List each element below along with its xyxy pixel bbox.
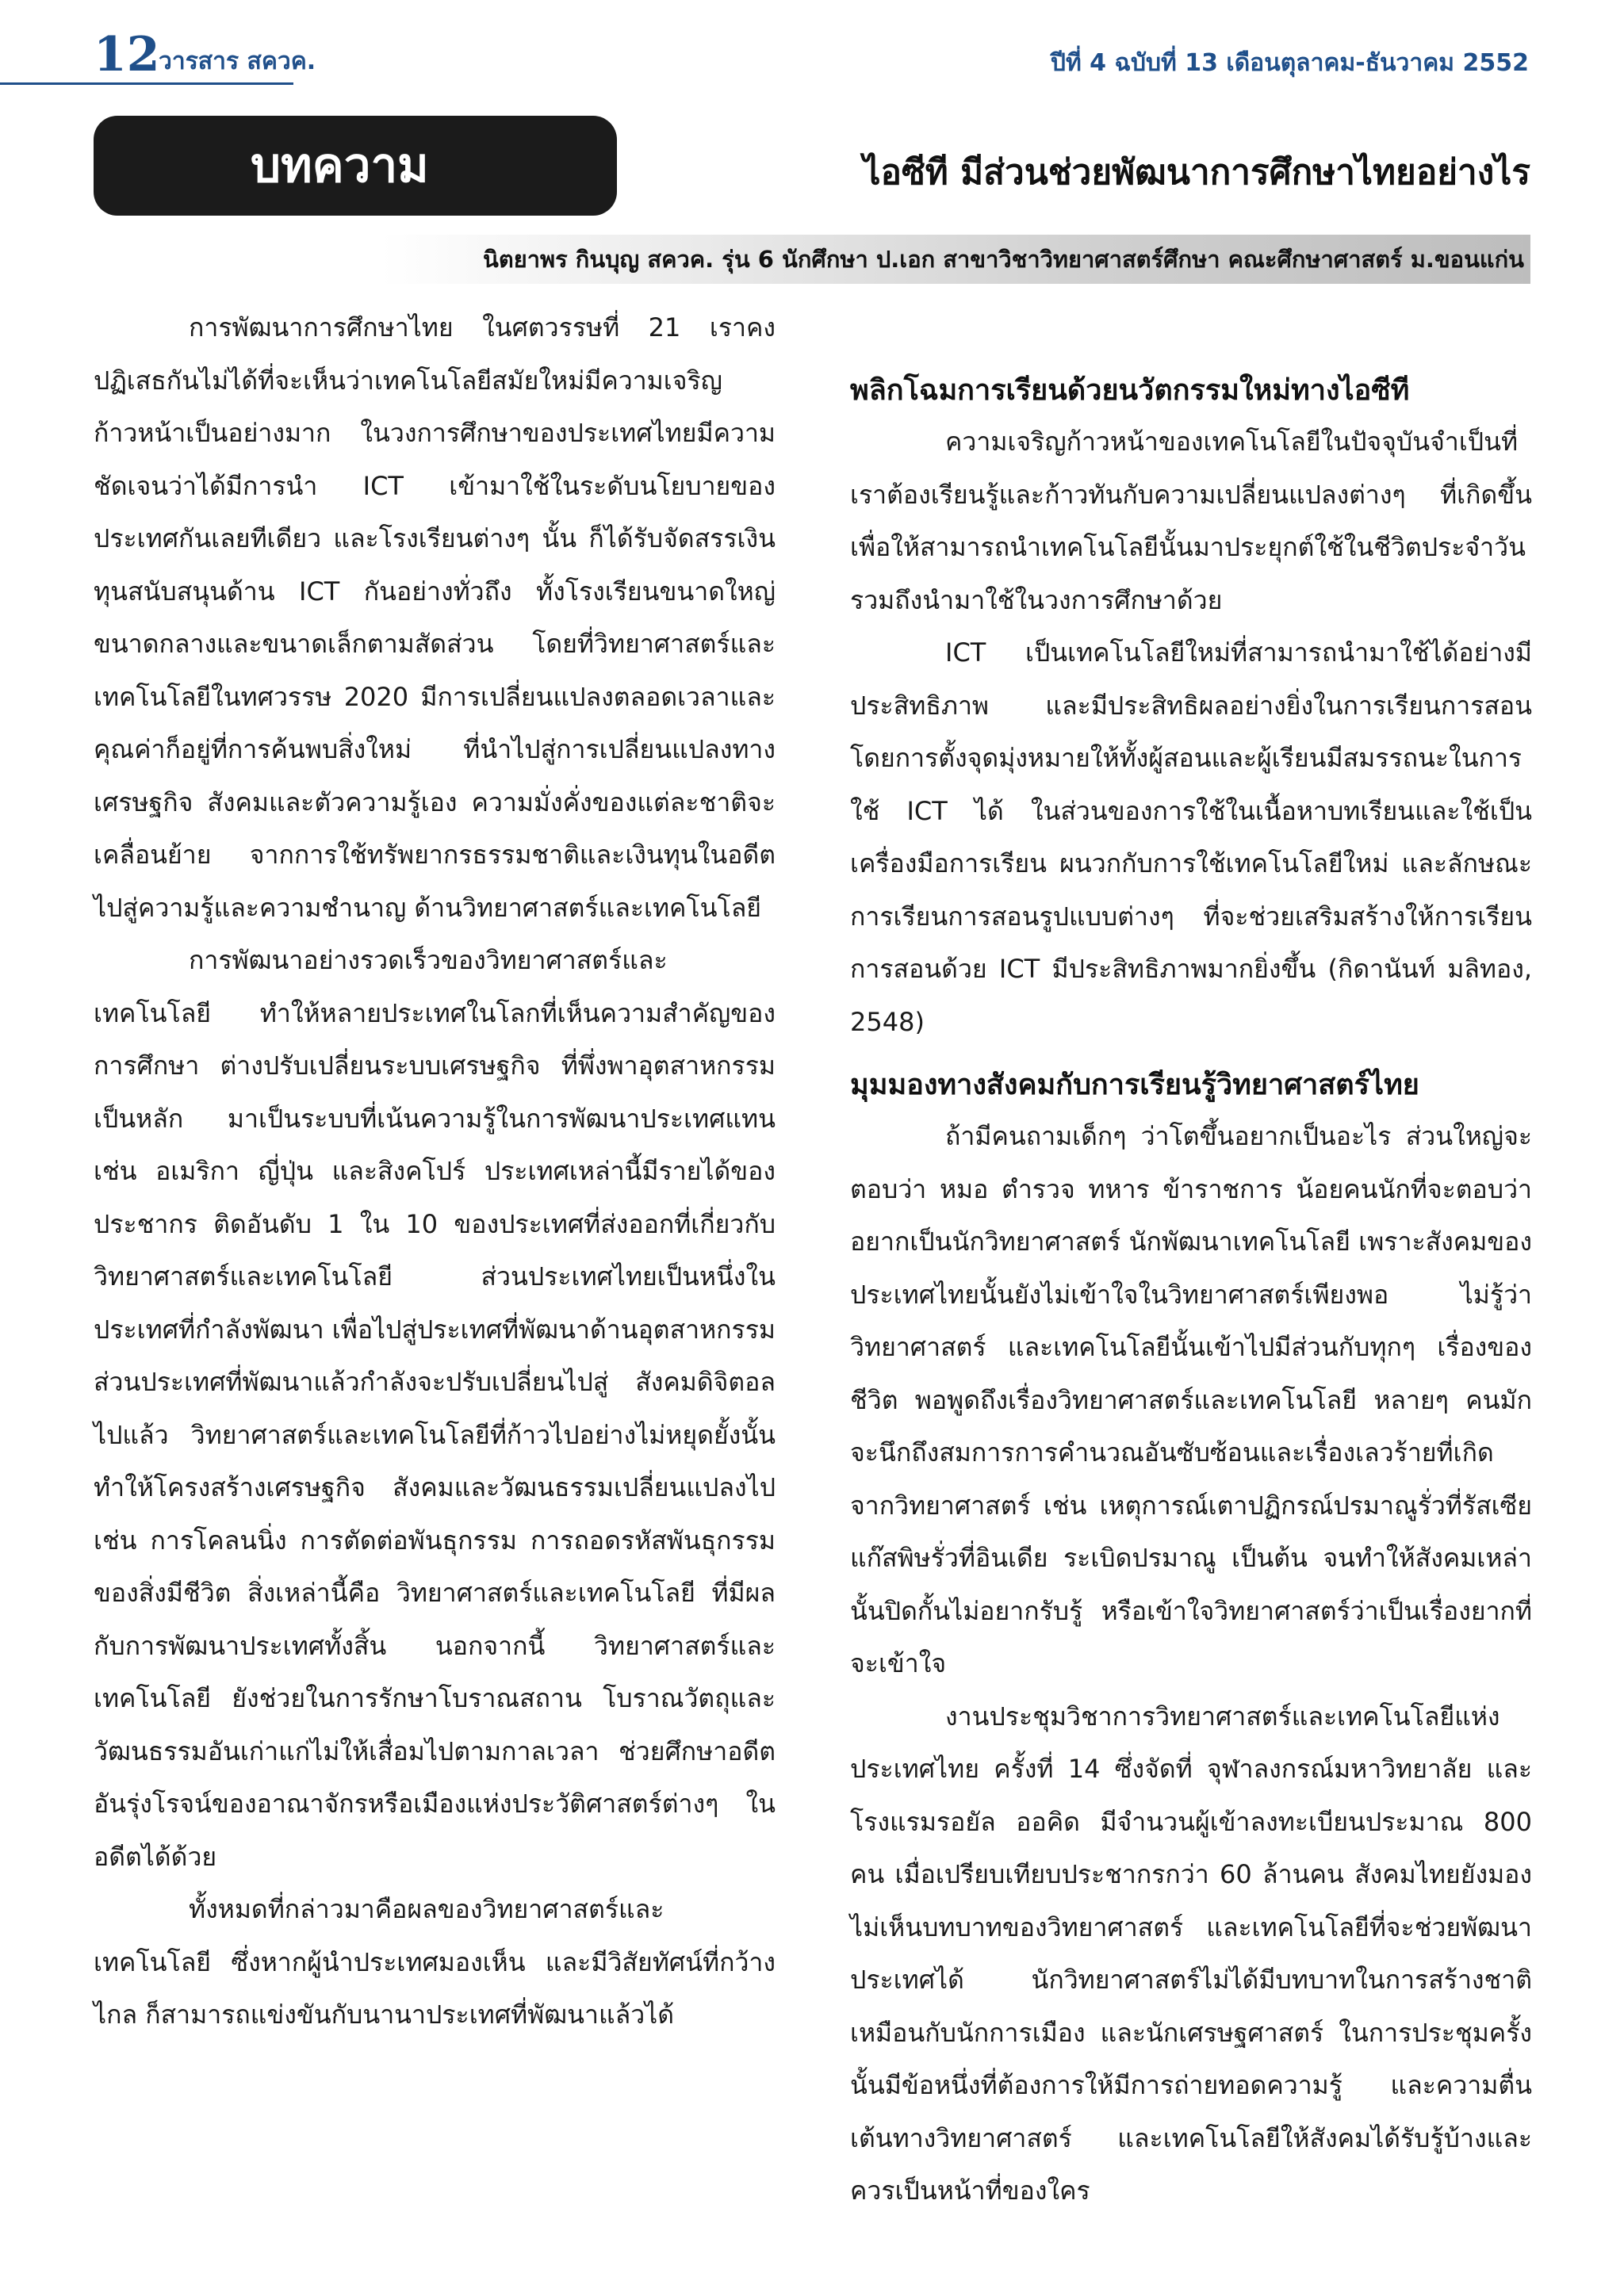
section-label: บทความ <box>94 116 617 216</box>
body-paragraph: ทั้งหมดที่กล่าวมาคือผลของวิทยาศาสตร์และเทคโนโลยี ซึ่งหากผู้นำประเทศมองเห็น และมีวิสัยทัศน์ที่กว้างไกล ก็สามารถแข่งขันกับนานาประเทศที่พัฒนาแล้วได้ <box>94 1894 776 2030</box>
author-byline: นิตยาพร กินบุญ สควค. รุ่น 6 นักศึกษา ป.เอก สาขาวิชาวิทยาศาสตร์ศึกษา คณะศึกษาศาสตร์ ม.ขอนแก่น <box>483 246 1524 273</box>
left-column <box>94 301 776 2042</box>
header-rule <box>0 82 293 85</box>
right-column <box>850 366 1532 2218</box>
article-title: ไอซีที มีส่วนช่วยพัฒนาการศึกษาไทยอย่างไร <box>863 152 1530 193</box>
issue-info: ปีที่ 4 ฉบับที่ 13 เดือนตุลาคม-ธันวาคม 2552 <box>1050 49 1529 77</box>
section-heading: มุมมองทางสังคมกับการเรียนรู้วิทยาศาสตร์ไทย <box>850 1069 1419 1101</box>
body-paragraph: การพัฒนาการศึกษาไทย ในศตวรรษที่ 21 เราคงปฏิเสธกันไม่ได้ที่จะเห็นว่าเทคโนโลยีสมัยใหม่มีความเจริญก้าวหน้าเป็นอย่างมาก ในวงการศึกษาของประเทศไทยมีความชัดเจนว่าได้มีการนำ ICT เข้ามาใช้ในระดับนโยบายของประเทศกันเลยทีเดียว และโรงเรียนต่างๆ นั้น ก็ได้รับจัดสรรเงินทุนสนับสนุนด้าน ICT กันอย่างทั่วถึง ทั้งโรงเรียนขนาดใหญ่ขนาดกลางและขนาดเล็กตามสัดส่วน โดยที่วิทยาศาสตร์และเทคโนโลยีในทศวรรษ 2020 มีการเปลี่ยนแปลงตลอดเวลาและคุณค่าก็อยู่ที่การค้นพบสิ่งใหม่ ที่นำไปสู่การเปลี่ยนแปลงทางเศรษฐกิจ สังคมและตัวความรู้เอง ความมั่งคั่งของแต่ละชาติจะเคลื่อนย้าย จากการใช้ทรัพยากรธรรมชาติและเงินทุนในอดีต ไปสู่ความรู้และความชำนาญ ด้านวิทยาศาสตร์และเทคโนโลยี <box>94 312 776 923</box>
body-paragraph: ถ้ามีคนถามเด็กๆ ว่าโตขึ้นอยากเป็นอะไร ส่วนใหญ่จะตอบว่า หมอ ตำรวจ ทหาร ข้าราชการ น้อยคนนักที่จะตอบว่าอยากเป็นนักวิทยาศาสตร์ นักพัฒนาเทคโนโลยี เพราะสังคมของประเทศไทยนั้นยังไม่เข้าใจในวิทยาศาสตร์เพียงพอ ไม่รู้ว่าวิทยาศาสตร์ และเทคโนโลยีนั้นเข้าไปมีส่วนกับทุกๆ เรื่องของชีวิต พอพูดถึงเรื่องวิทยาศาสตร์และเทคโนโลยี หลายๆ คนมักจะนึกถึงสมการการคำนวณอันซับซ้อนและเรื่องเลวร้ายที่เกิดจากวิทยาศาสตร์ เช่น เหตุการณ์เตาปฏิกรณ์ปรมาณูรั่วที่รัสเซีย แก๊สพิษรั่วที่อินเดีย ระเบิดปรมาณู เป็นต้น จนทำให้สังคมเหล่านั้นปิดกั้นไม่อยากรับรู้ หรือเข้าใจวิทยาศาสตร์ว่าเป็นเรื่องยากที่จะเข้าใจ <box>850 1121 1532 1678</box>
page-header <box>0 0 1624 87</box>
body-paragraph: การพัฒนาอย่างรวดเร็วของวิทยาศาสตร์และเทคโนโลยี ทำให้หลายประเทศในโลกที่เห็นความสำคัญของการศึกษา ต่างปรับเปลี่ยนระบบเศรษฐกิจ ที่พึ่งพาอุตสาหกรรมเป็นหลัก มาเป็นระบบที่เน้นความรู้ในการพัฒนาประเทศแทน เช่น อเมริกา ญี่ปุ่น และสิงคโปร์ ประเทศเหล่านี้มีรายได้ของประชากร ติดอันดับ 1 ใน 10 ของประเทศที่ส่งออกที่เกี่ยวกับวิทยาศาสตร์และเทคโนโลยี ส่วนประเทศไทยเป็นหนึ่งในประเทศที่กำลังพัฒนา เพื่อไปสู่ประเทศที่พัฒนาด้านอุตสาหกรรม ส่วนประเทศที่พัฒนาแล้วกำลังจะปรับเปลี่ยนไปสู่ สังคมดิจิตอลไปแล้ว วิทยาศาสตร์และเทคโนโลยีที่ก้าวไปอย่างไม่หยุดยั้งนั้นทำให้โครงสร้างเศรษฐกิจ สังคมและวัฒนธรรมเปลี่ยนแปลงไป เช่น การโคลนนิ่ง การตัดต่อพันธุกรรม การถอดรหัสพันธุกรรมของสิ่งมีชีวิต สิ่งเหล่านี้คือ วิทยาศาสตร์และเทคโนโลยี ที่มีผลกับการพัฒนาประเทศทั้งสิ้น นอกจากนี้ วิทยาศาสตร์และเทคโนโลยี ยังช่วยในการรักษาโบราณสถาน โบราณวัตถุและวัฒนธรรมอันเก่าแก่ไม่ให้เสื่อมไปตามกาลเวลา ช่วยศึกษาอดีตอันรุ่งโรจน์ของอาณาจักรหรือเมืองแห่งประวัติศาสตร์ต่างๆ ในอดีตได้ด้วย <box>94 945 776 1872</box>
page-number: 12 <box>94 27 160 82</box>
body-paragraph: ICT เป็นเทคโนโลยีใหม่ที่สามารถนำมาใช้ได้อย่างมีประสิทธิภาพ และมีประสิทธิผลอย่างยิ่งในการเรียนการสอน โดยการตั้งจุดมุ่งหมายให้ทั้งผู้สอนและผู้เรียนมีสมรรถนะในการใช้ ICT ได้ ในส่วนของการใช้ในเนื้อหาบทเรียนและใช้เป็นเครื่องมือการเรียน ผนวกกับการใช้เทคโนโลยีใหม่ และลักษณะการเรียนการสอนรูปแบบต่างๆ ที่จะช่วยเสริมสร้างให้การเรียนการสอนด้วย ICT มีประสิทธิภาพมากยิ่งขึ้น (กิดานันท์ มลิทอง, 2548) <box>850 637 1532 1037</box>
section-heading: พลิกโฉมการเรียนด้วยนวัตกรรมใหม่ทางไอซีที <box>850 374 1410 407</box>
author-bar <box>94 235 1530 284</box>
journal-name: วารสาร สควค. <box>159 48 316 75</box>
section-gap <box>850 1048 1532 1061</box>
body-paragraph: ความเจริญก้าวหน้าของเทคโนโลยีในปัจจุบันจำเป็นที่เราต้องเรียนรู้และก้าวทันกับความเปลี่ยนแปลงต่างๆ ที่เกิดขึ้น เพื่อให้สามารถนำเทคโนโลยีนั้นมาประยุกต์ใช้ในชีวิตประจำวัน รวมถึงนำมาใช้ในวงการศึกษาด้วย <box>850 427 1532 615</box>
body-paragraph: งานประชุมวิชาการวิทยาศาสตร์และเทคโนโลยีแห่งประเทศไทย ครั้งที่ 14 ซึ่งจัดที่ จุฬาลงกรณ์มหาวิทยาลัย และโรงแรมรอยัล ออคิด มีจำนวนผู้เข้าลงทะเบียนประมาณ 800 คน เมื่อเปรียบเทียบประชากรกว่า 60 ล้านคน สังคมไทยยังมองไม่เห็นบทบาทของวิทยาศาสตร์ และเทคโนโลยีที่จะช่วยพัฒนาประเทศได้ นักวิทยาศาสตร์ไม่ได้มีบทบาทในการสร้างชาติ เหมือนกับนักการเมือง และนักเศรษฐศาสตร์ ในการประชุมครั้งนั้นมีข้อหนึ่งที่ต้องการให้มีการถ่ายทอดความรู้ และความตื่นเต้นทางวิทยาศาสตร์ และเทคโนโลยีให้สังคมได้รับรู้บ้างและควรเป็นหน้าที่ของใคร <box>850 1701 1532 2206</box>
